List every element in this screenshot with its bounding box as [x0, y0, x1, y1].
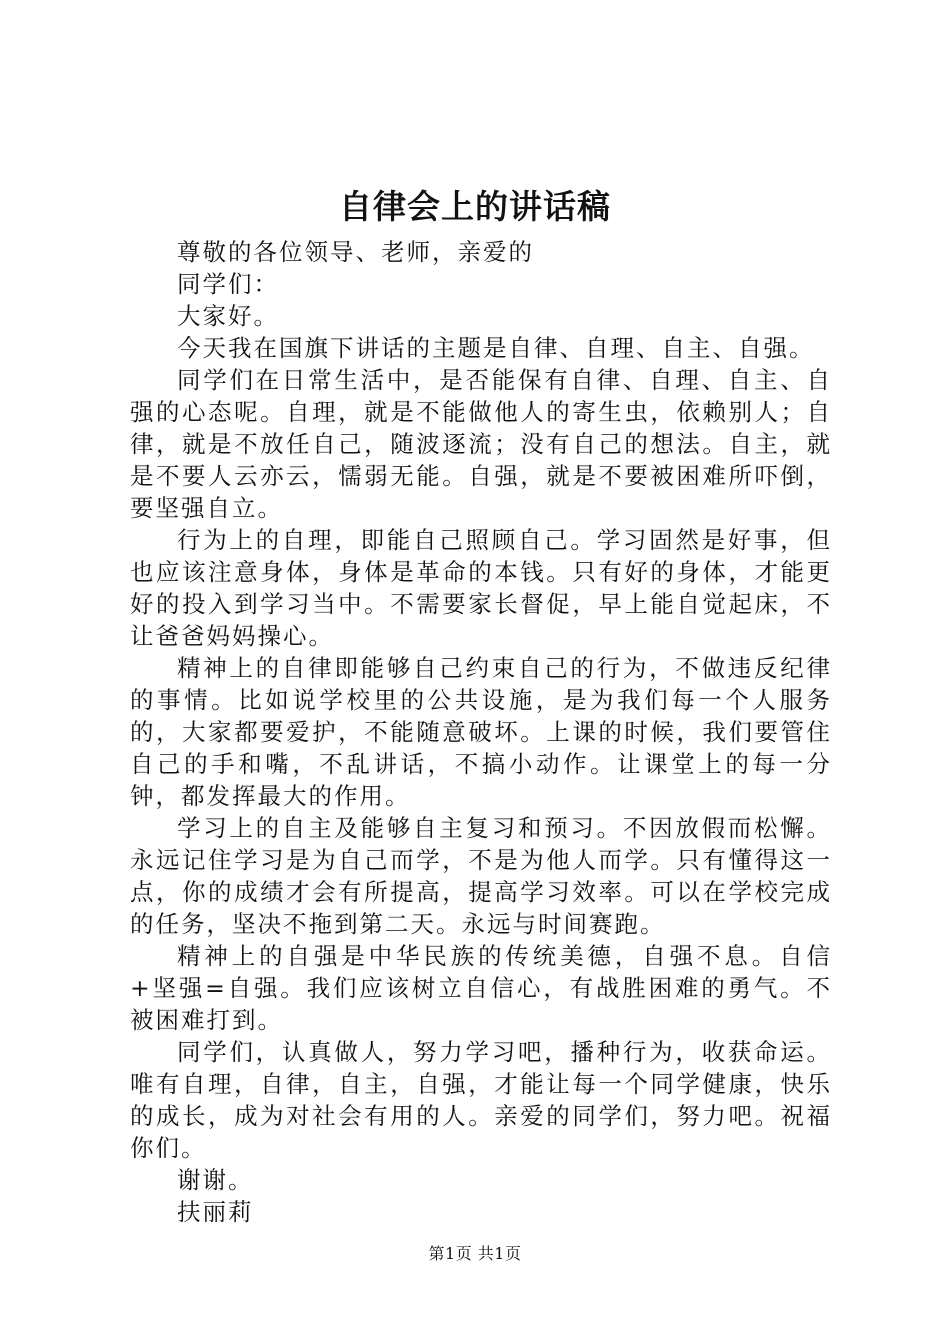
body-paragraph: 行为上的自理，即能自己照顾自己。学习固然是好事，但也应该注意身体，身体是革命的本钱。只有好的身体，才能更好的投入到学习当中。不需要家长督促，早上能自觉起床，不让爸爸妈妈操心。	[130, 526, 832, 650]
topic-paragraph: 今天我在国旗下讲话的主题是自律、自理、自主、自强。	[177, 334, 815, 362]
author-signature: 扶丽莉	[177, 1198, 254, 1226]
body-paragraph: 精神上的自强是中华民族的传统美德，自强不息。自信+坚强=自强。我们应该树立自信心，有战胜困难的勇气。不被困难打到。	[130, 942, 832, 1034]
document-body	[130, 236, 832, 1228]
body-paragraph: 精神上的自律即能够自己约束自己的行为，不做违反纪律的事情。比如说学校里的公共设施，是为我们每一个人服务的，大家都要爱护，不能随意破坏。上课的时候，我们要管住自己的手和嘴，不乱讲话，不搞小动作。让课堂上的每一分钟，都发挥最大的作用。	[130, 654, 832, 810]
body-paragraph: 同学们在日常生活中，是否能保有自律、自理、自主、自强的心态呢。自理，就是不能做他人的寄生虫，依赖别人；自律，就是不放任自己，随波逐流；没有自己的想法。自主，就是不要人云亦云，懦弱无能。自强，就是不要被困难所吓倒，要坚强自立。	[130, 366, 832, 522]
closing-paragraph: 同学们，认真做人，努力学习吧，播种行为，收获命运。唯有自理，自律，自主，自强，才能让每一个同学健康，快乐的成长，成为对社会有用的人。亲爱的同学们，努力吧。祝福你们。	[130, 1038, 832, 1162]
thanks-line: 谢谢。	[177, 1166, 254, 1194]
salutation-line-2: 同学们：	[177, 270, 279, 298]
salutation-line-1: 尊敬的各位领导、老师，亲爱的	[177, 238, 534, 266]
body-paragraph: 学习上的自主及能够自主复习和预习。不因放假而松懈。永远记住学习是为自己而学，不是为他人而学。只有懂得这一点，你的成绩才会有所提高，提高学习效率。可以在学校完成的任务，坚决不拖到第二天。永远与时间赛跑。	[130, 814, 832, 938]
page-footer: 第1页 共1页	[428, 1244, 522, 1263]
greeting: 大家好。	[177, 302, 279, 330]
document-title: 自律会上的讲话稿	[339, 187, 611, 226]
